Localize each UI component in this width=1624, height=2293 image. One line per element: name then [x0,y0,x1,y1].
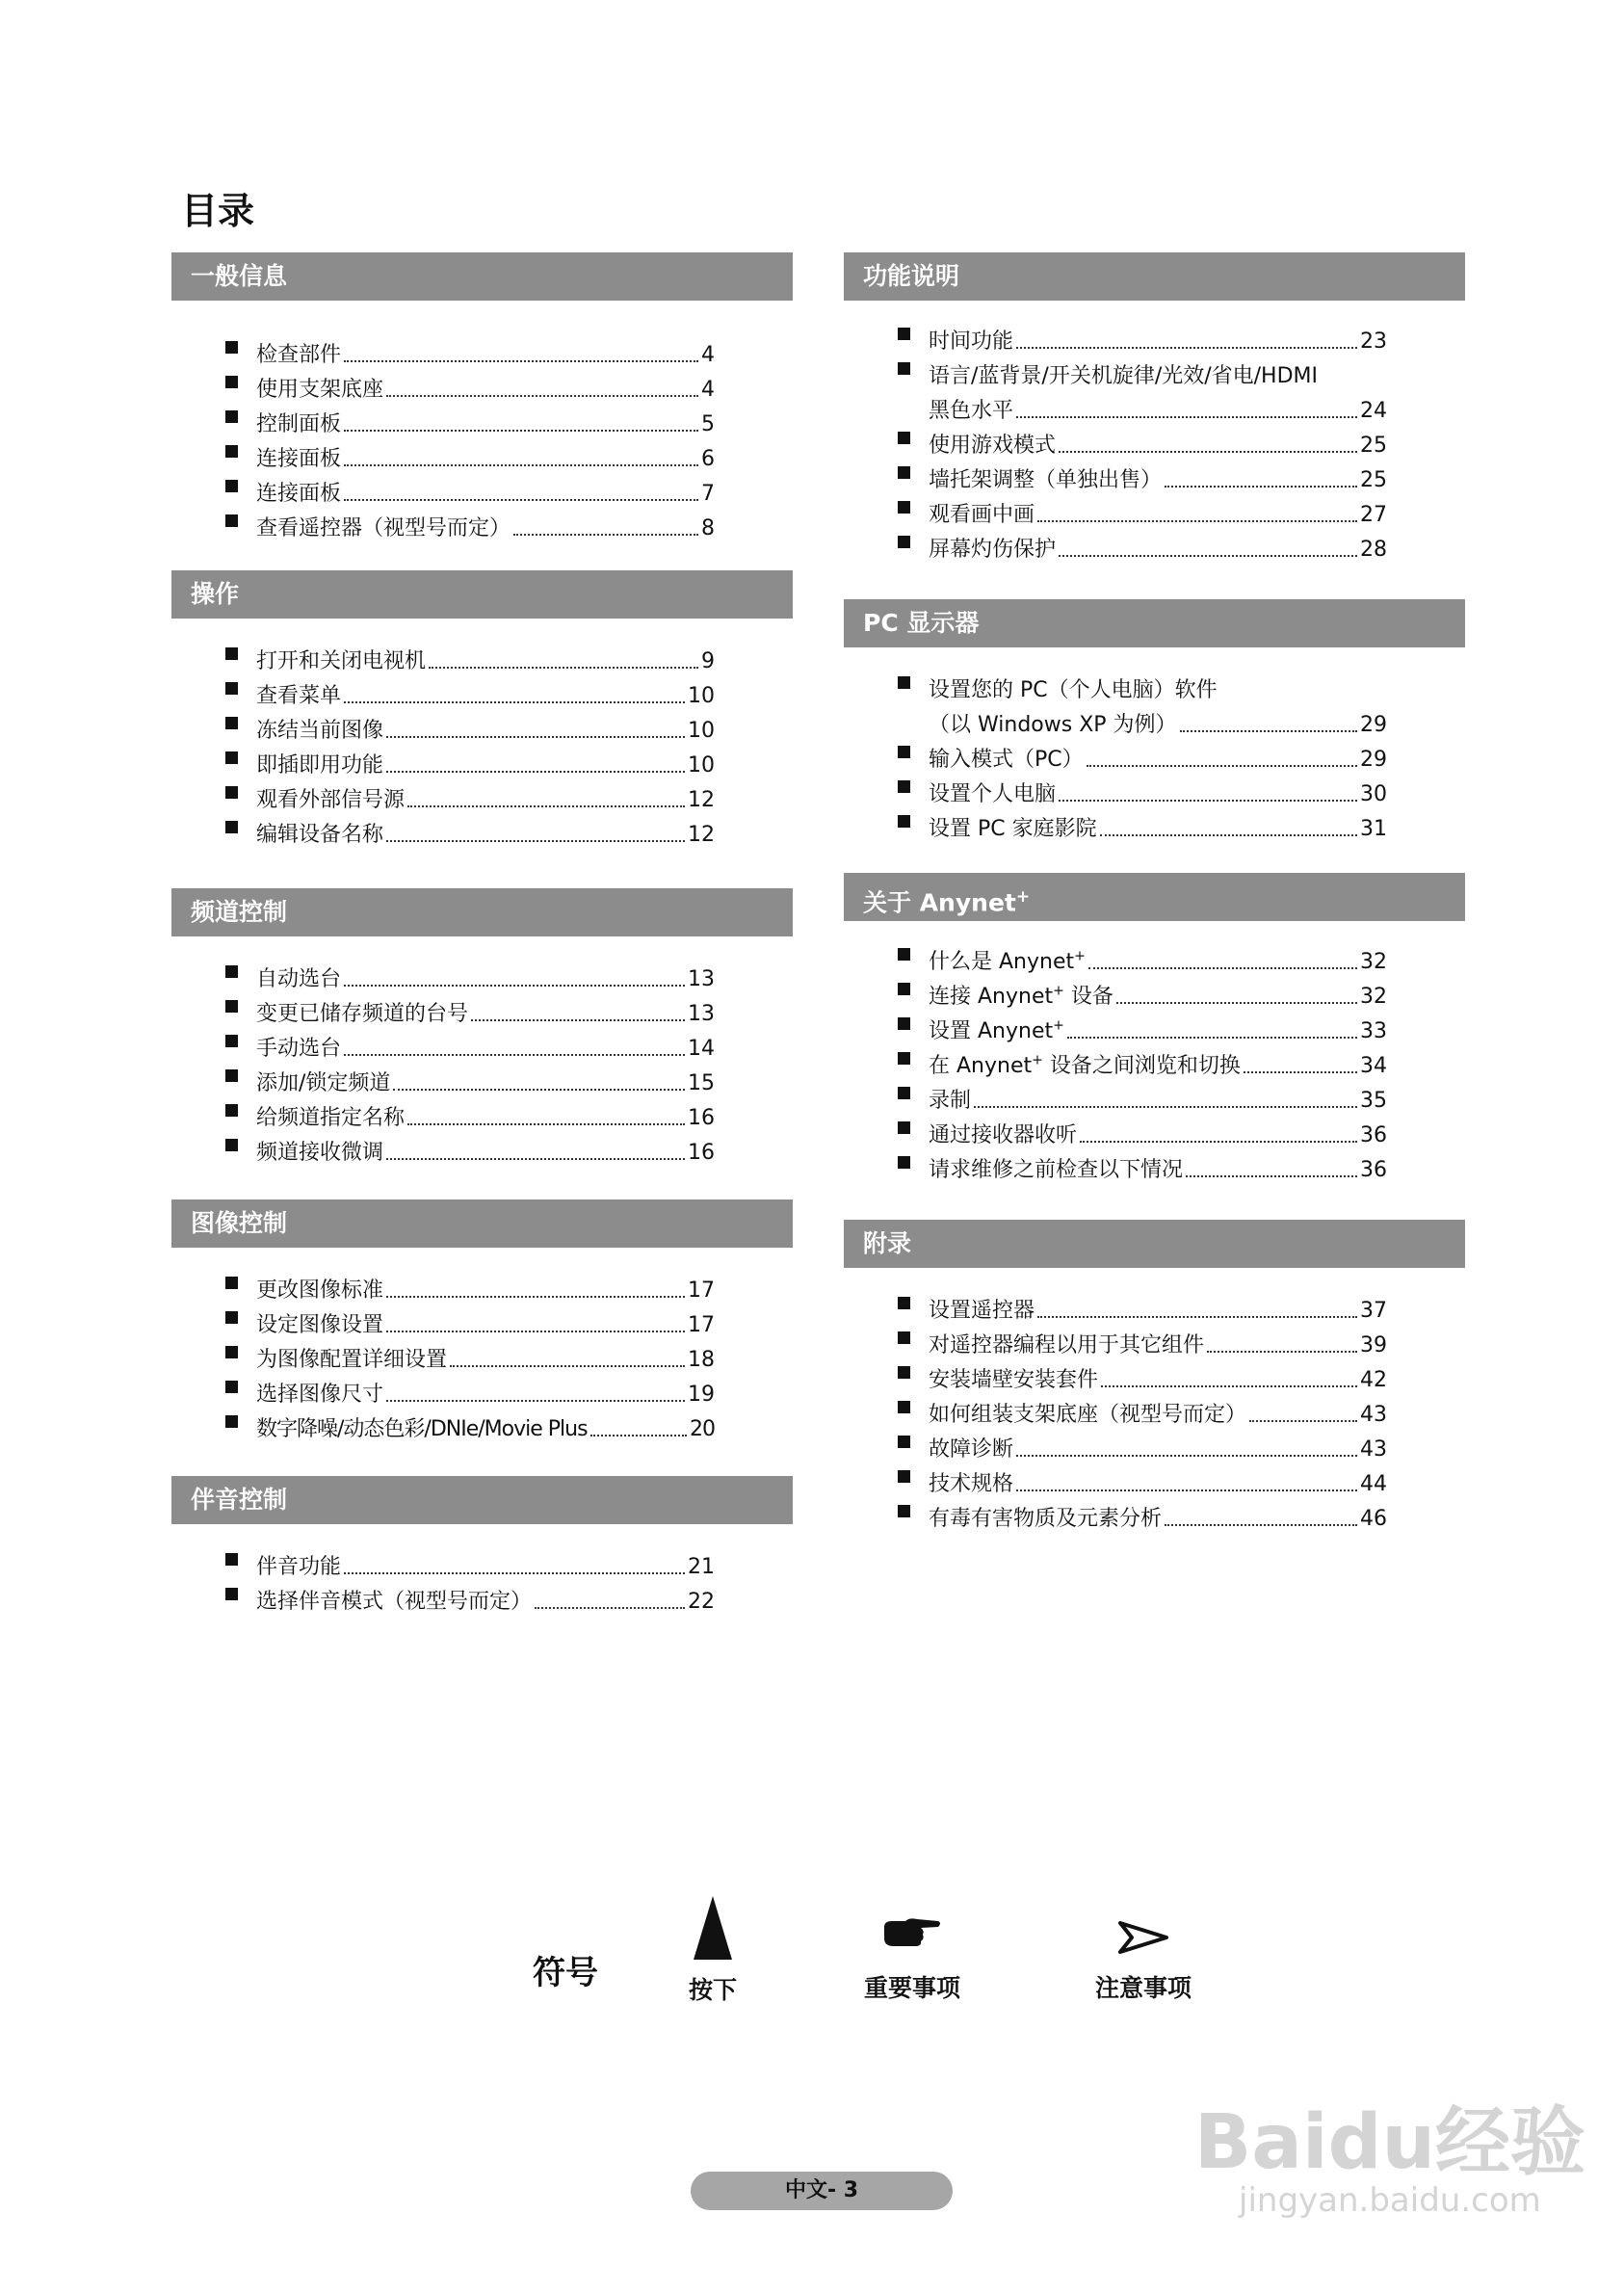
section-heading: PC 显示器 [844,599,1465,647]
section-sound [171,1476,793,1615]
toc-entry[interactable]: 观看外部信号源 12 [225,778,715,813]
page-number: 18 [688,1348,715,1372]
symbol-caption: 注意事项 [1094,1974,1192,2002]
page-number: 29 [1360,748,1387,772]
note-arrow-icon [1118,1921,1168,1954]
toc-entry[interactable]: 设定图像设置 17 [225,1304,715,1338]
symbol-caption: 按下 [688,1976,737,2004]
page-number: 25 [1360,468,1387,492]
toc-list [844,669,1465,842]
page-number: 20 [690,1417,715,1441]
toc-entry[interactable]: 变更已储存频道的台号 13 [225,992,715,1027]
page-number: 9 [701,649,715,673]
toc-entry[interactable]: 墙托架调整（单独出售） 25 [898,459,1387,493]
toc-entry[interactable]: 冻结当前图像 10 [225,709,715,744]
page-number: 10 [688,719,715,743]
toc-entry[interactable]: 在 Anynet+ 设备之间浏览和切换 34 [898,1044,1387,1079]
toc-list [171,958,793,1166]
toc-entry[interactable]: 输入模式（PC） 29 [898,738,1387,773]
section-heading: 图像控制 [171,1199,793,1248]
page-number: 10 [688,684,715,708]
toc-list [844,320,1465,563]
section-channel [171,888,793,1166]
page-number: 13 [688,1002,715,1026]
page-number: 17 [688,1278,715,1303]
pointing-hand-icon [880,1913,944,1952]
toc-entry[interactable]: 设置 PC 家庭影院 31 [898,807,1387,842]
toc-entry[interactable]: 故障诊断 43 [898,1428,1387,1463]
page-number: 32 [1360,950,1387,974]
page-footer: 中文- 3 [691,2172,953,2210]
page-number: 35 [1360,1089,1387,1113]
toc-entry[interactable]: 观看画中画 27 [898,493,1387,528]
section-anynet [844,873,1465,1183]
page-number: 23 [1360,329,1387,354]
page-number: 43 [1360,1403,1387,1427]
toc-list [171,640,793,848]
section-heading: 频道控制 [171,888,793,936]
symbols-label: 符号 [533,1954,598,1992]
toc-entry[interactable]: 添加/锁定频道 15 [225,1062,715,1096]
toc-entry[interactable]: 对遥控器编程以用于其它组件 39 [898,1324,1387,1358]
toc-entry[interactable]: 安装墙壁安装套件 42 [898,1358,1387,1393]
watermark-brand: Baidu经验 [1193,2099,1585,2186]
toc-entry[interactable]: 设置您的 PC（个人电脑）软件 （以 Windows XP 为例） 29 [898,669,1387,738]
section-general [171,252,793,541]
toc-entry[interactable]: 使用支架底座 4 [225,368,715,403]
toc-entry[interactable]: 请求维修之前检查以下情况 36 [898,1148,1387,1183]
section-pc [844,599,1465,842]
toc-entry[interactable]: 频道接收微调 16 [225,1131,715,1166]
page-number: 24 [1360,399,1387,423]
page-number: 14 [688,1037,715,1061]
page-number: 4 [701,343,715,367]
toc-entry[interactable]: 语言/蓝背景/开关机旋律/光效/省电/HDMI 黑色水平 24 [898,355,1387,424]
page-number: 7 [701,482,715,506]
page-number: 12 [688,788,715,812]
page-number: 22 [688,1590,715,1614]
section-heading: 一般信息 [171,252,793,301]
page-number: 33 [1360,1019,1387,1043]
page-number: 13 [688,967,715,991]
page-number: 10 [688,753,715,778]
page-title: 目录 [181,190,255,232]
toc-entry[interactable]: 给频道指定名称 16 [225,1096,715,1131]
page-number: 31 [1360,817,1387,841]
toc-entry[interactable]: 选择图像尺寸 19 [225,1373,715,1408]
toc-entry[interactable]: 为图像配置详细设置 18 [225,1338,715,1373]
toc-entry[interactable]: 连接面板 6 [225,437,715,472]
toc-list [844,940,1465,1183]
symbol-important [850,1913,975,2004]
page-number: 28 [1360,538,1387,562]
page-number: 16 [688,1141,715,1165]
page-number: 16 [688,1106,715,1130]
page-number: 32 [1360,985,1387,1009]
toc-entry[interactable]: 设置遥控器 37 [898,1289,1387,1324]
page-number: 4 [701,378,715,402]
page-number: 39 [1360,1333,1387,1357]
press-triangle-icon [692,1894,734,1962]
section-heading: 附录 [844,1220,1465,1268]
toc-entry[interactable]: 更改图像标准 17 [225,1269,715,1304]
page-number: 44 [1360,1472,1387,1496]
page-number: 29 [1360,713,1387,737]
section-features [844,252,1465,563]
toc-entry[interactable]: 录制 35 [898,1079,1387,1114]
baidu-watermark [1193,2099,1585,2220]
toc-entry[interactable]: 检查部件 4 [225,333,715,368]
toc-list [844,1289,1465,1532]
toc-entry[interactable]: 手动选台 14 [225,1027,715,1062]
watermark-url: jingyan.baidu.com [1239,2181,1541,2220]
page-number: 8 [701,516,715,540]
page-number: 37 [1360,1299,1387,1323]
page-number: 17 [688,1313,715,1337]
page-number: 46 [1360,1507,1387,1531]
toc-entry[interactable]: 连接 Anynet+ 设备 32 [898,975,1387,1010]
toc-entry[interactable]: 时间功能 23 [898,320,1387,355]
toc-entry[interactable]: 控制面板 5 [225,403,715,437]
section-operation [171,570,793,848]
page-number: 12 [688,823,715,847]
toc-entry[interactable]: 查看遥控器（视型号而定） 8 [225,507,715,541]
page-number: 5 [701,412,715,436]
toc-entry[interactable]: 技术规格 44 [898,1463,1387,1497]
page-number: 42 [1360,1368,1387,1392]
page-number: 15 [688,1071,715,1095]
toc-entry[interactable]: 设置 Anynet+ 33 [898,1010,1387,1044]
section-heading: 功能说明 [844,252,1465,301]
toc-entry[interactable]: 连接面板 7 [225,472,715,507]
toc-entry[interactable]: 有毒有害物质及元素分析 46 [898,1497,1387,1532]
page-number: 25 [1360,434,1387,458]
toc-list [171,1545,793,1615]
toc-entry[interactable]: 选择伴音模式（视型号而定） 22 [225,1580,715,1615]
page-number: 27 [1360,503,1387,527]
toc-entry[interactable]: 屏幕灼伤保护 28 [898,528,1387,563]
toc-entry[interactable]: 即插即用功能 10 [225,744,715,778]
toc-entry[interactable]: 使用游戏模式 25 [898,424,1387,459]
toc-entry[interactable]: 自动选台 13 [225,958,715,992]
page-number: 6 [701,447,715,471]
section-appendix [844,1220,1465,1532]
page-number: 19 [688,1383,715,1407]
page-number: 36 [1360,1158,1387,1182]
toc-entry[interactable]: 编辑设备名称 12 [225,813,715,848]
symbol-caption: 重要事项 [863,1974,960,2002]
toc-entry[interactable]: 伴音功能 21 [225,1545,715,1580]
page-number: 43 [1360,1437,1387,1462]
toc-entry[interactable]: 什么是 Anynet+ 32 [898,940,1387,975]
toc-list [171,333,793,541]
symbol-press [674,1894,751,2006]
page-number: 36 [1360,1123,1387,1147]
section-heading: 操作 [171,570,793,619]
toc-entry[interactable]: 通过接收器收听 36 [898,1114,1387,1148]
toc-entry[interactable]: 打开和关闭电视机 9 [225,640,715,674]
toc-entry[interactable]: 数字降噪/动态色彩/DNIe/Movie Plus 20 [225,1408,715,1442]
section-picture [171,1199,793,1442]
symbol-note [1081,1921,1206,2004]
section-heading: 伴音控制 [171,1476,793,1524]
page-number: 34 [1360,1054,1387,1078]
toc-entry[interactable]: 查看菜单 10 [225,674,715,709]
toc-entry[interactable]: 如何组装支架底座（视型号而定） 43 [898,1393,1387,1428]
page-number: 21 [688,1555,715,1579]
page-number: 30 [1360,782,1387,806]
toc-entry[interactable]: 设置个人电脑 30 [898,773,1387,807]
toc-list [171,1269,793,1442]
section-heading: 关于 Anynet+ [844,873,1465,921]
